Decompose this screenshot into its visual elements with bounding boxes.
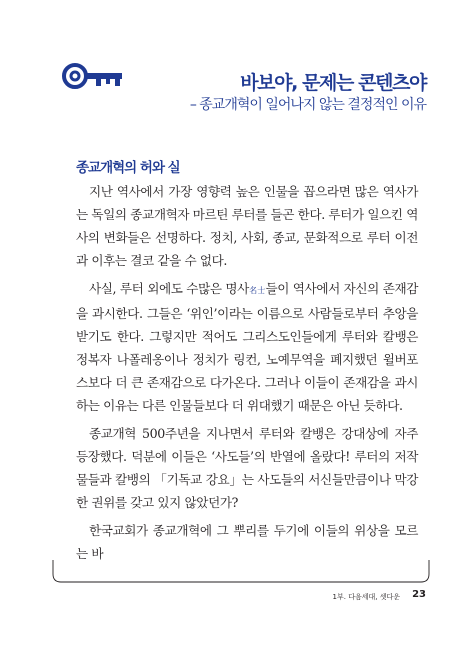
- paragraph: 종교개혁 500주년을 지나면서 루터와 칼뱅은 강대상에 자주 등장했다. 덕분에 이들은 ‘사도들’의 반열에 올랐다! 루터의 저작물들과 칼뱅의 「기독교 강요」는 사도들의 서신들만큼이나 막강한 권위를 갖고 있지 않았던가?: [76, 426, 418, 510]
- section-heading: 종교개혁의 허와 실: [76, 160, 180, 176]
- hanja-annotation: 名士: [248, 286, 266, 295]
- footer-rule: [52, 560, 430, 590]
- key-icon: [62, 62, 126, 90]
- running-footer: 1부. 다음세대, 셋다운: [332, 593, 400, 601]
- paragraph-text-after-note: 들이 역사에서 자신의 존재감을 과시한다. 그들은 ‘위인’이라는 이름으로 사람들로부터 추앙을 받기도 한다. 그렇지만 적어도 그리스도인들에게 루터와 칼뱅은 정복자 나폴레옹이나 정치가 링컨, 노예무역을 폐지했던 윌버포스보다 더 큰 존재감으로 다가온다. 그러나 이들이 존재감을 과시하는 이유는 다른 인물들보다 더 위대했기 때문은 아닌 듯하다.: [76, 281, 419, 413]
- body-text: [76, 180, 418, 570]
- paragraph: 지난 역사에서 가장 영향력 높은 인물을 꼽으라면 많은 역사가는 독일의 종교개혁자 마르틴 루터를 들곤 한다. 루터가 일으킨 역사의 변화들은 선명하다. 정치, 사회, 종교, 문화적으로 루터 이전과 이후는 결코 같을 수 없다.: [76, 184, 418, 268]
- chapter-title: 바보야, 문제는 콘텐츠야: [240, 72, 426, 94]
- paragraph: 한국교회가 종교개혁에 그 뿌리를 두기에 이들의 위상을 모르는 바: [76, 523, 418, 561]
- paragraph-text-before-note: 사실, 루터 외에도 수많은 명사: [89, 281, 249, 296]
- paragraph: [76, 277, 418, 417]
- page-number: 23: [412, 589, 426, 600]
- chapter-subtitle: – 종교개혁이 일어나지 않는 결정적인 이유: [189, 97, 426, 113]
